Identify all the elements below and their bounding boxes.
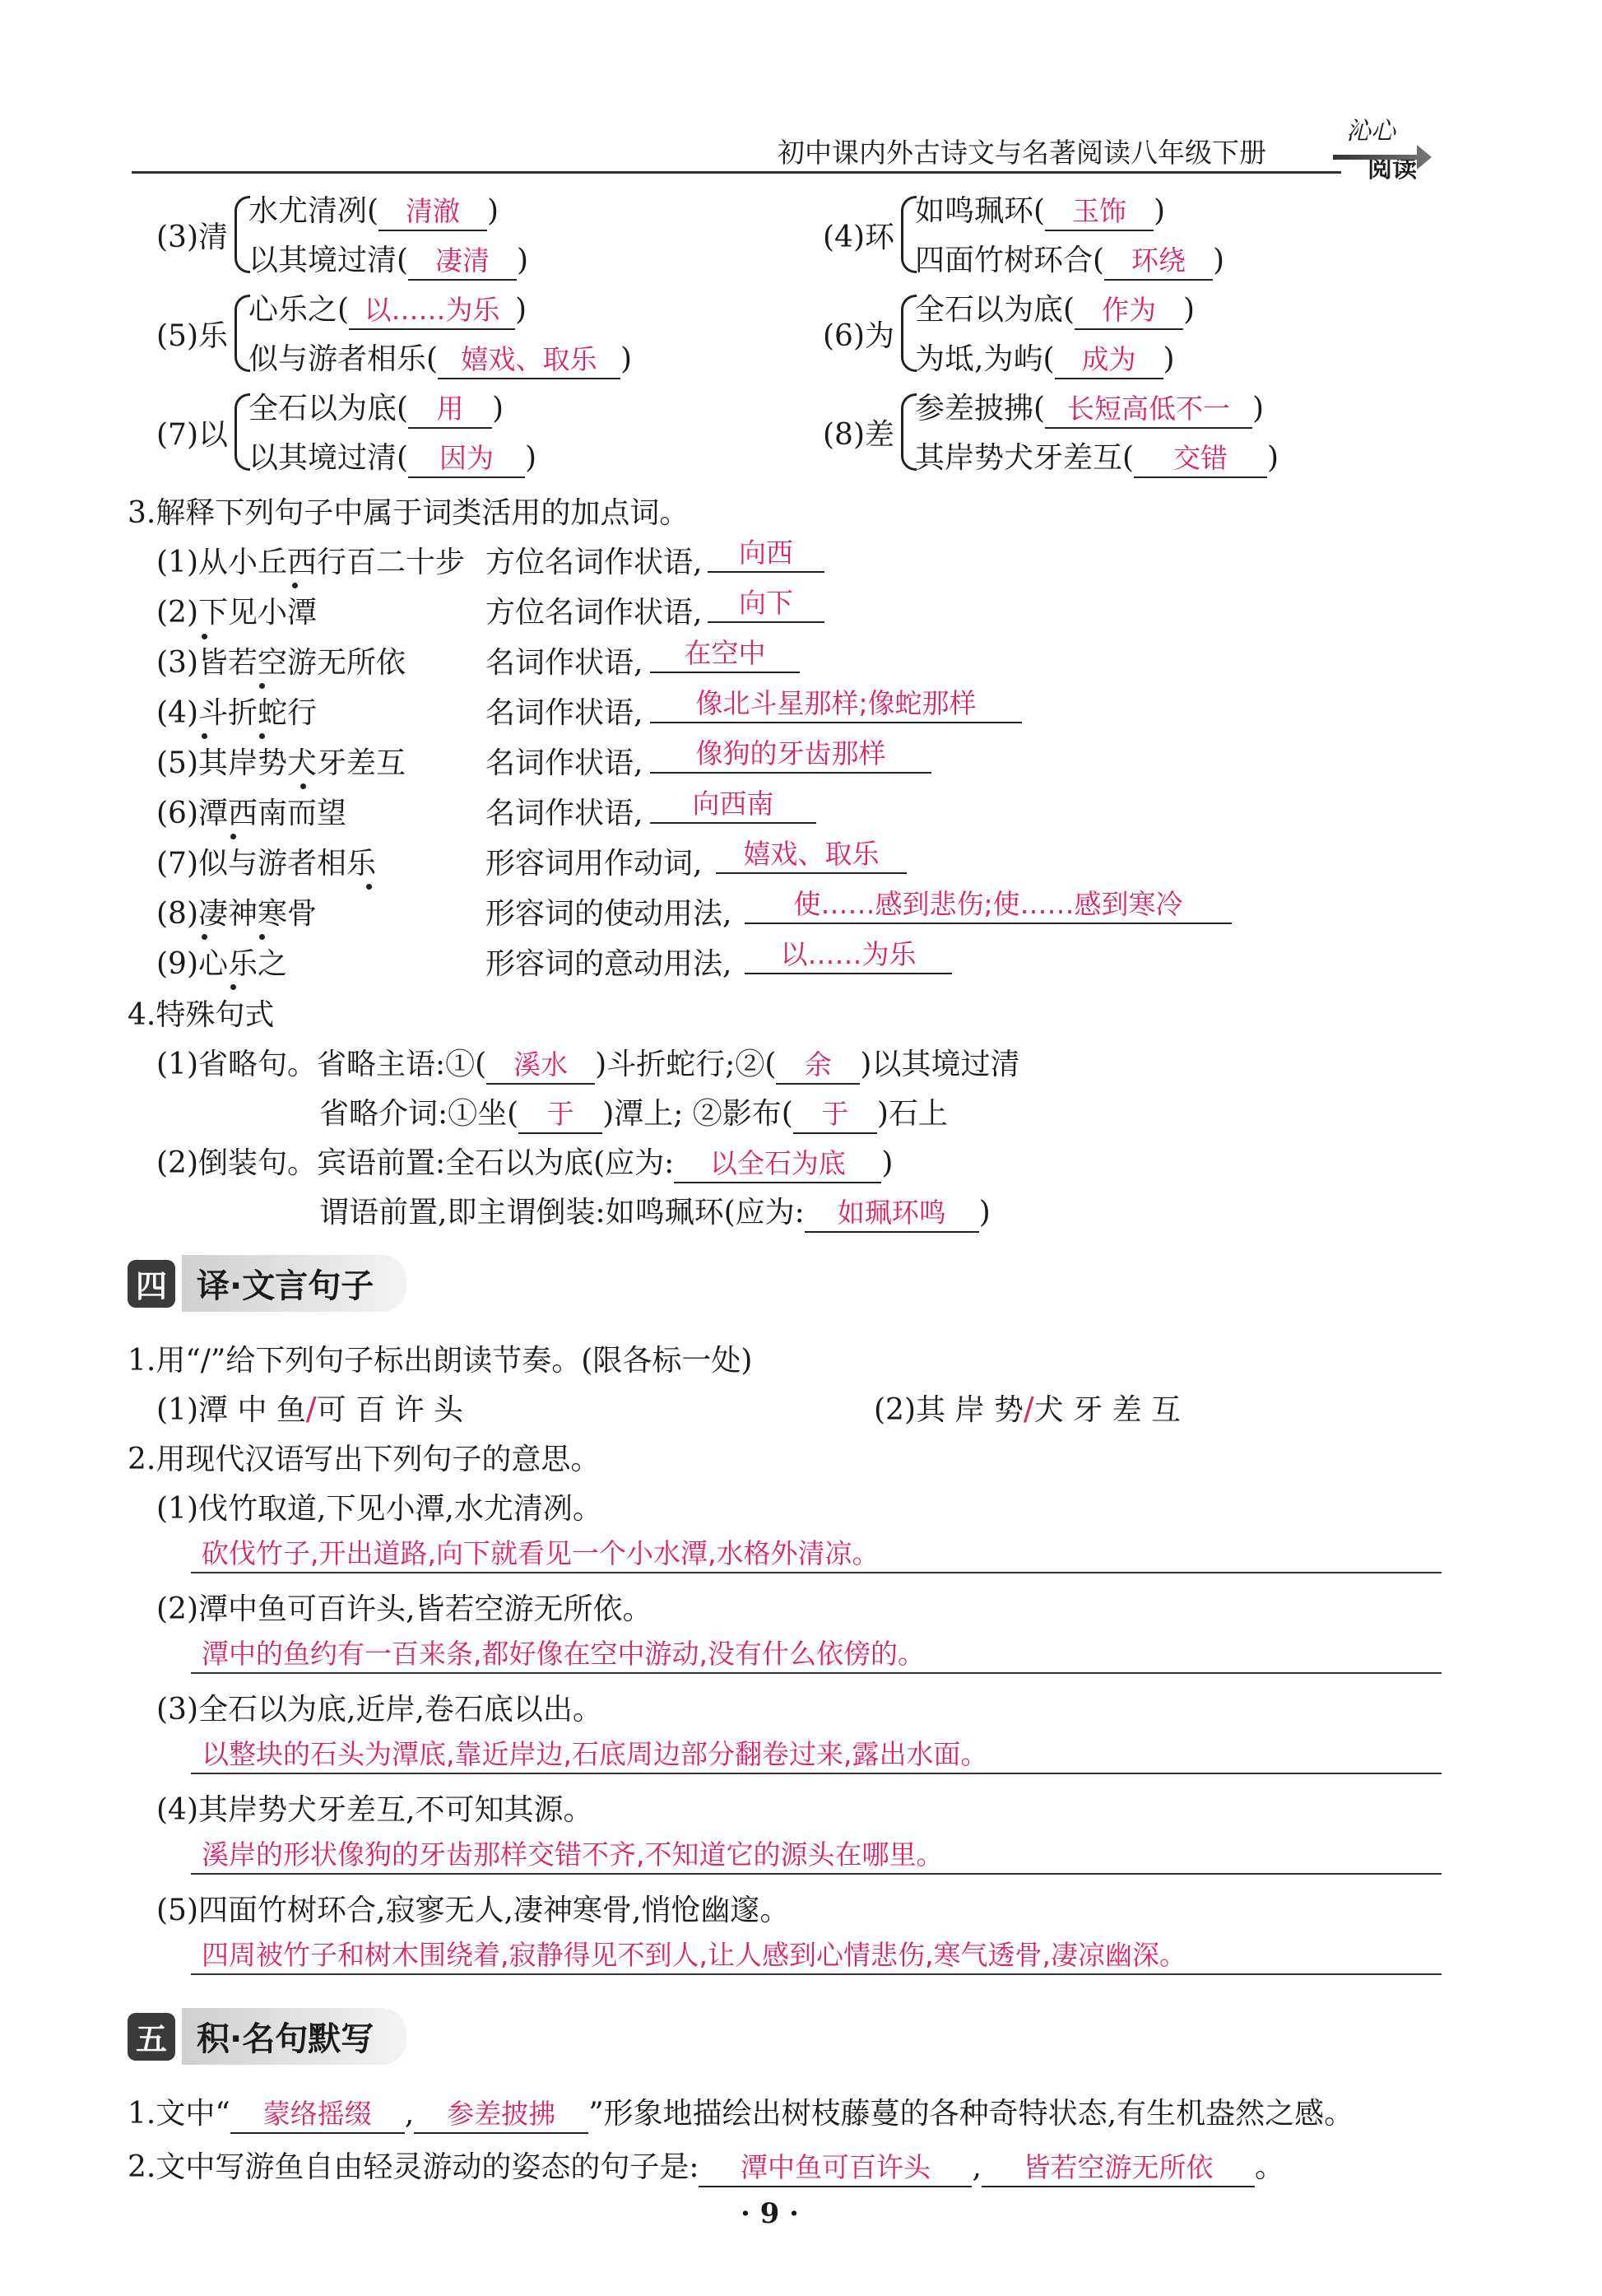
translation-question: (3)全石以为底,近岸,卷石底以出。 xyxy=(156,1693,602,1727)
answer-blank: 潭中鱼可百许头 xyxy=(699,2150,972,2187)
answer-line xyxy=(191,1873,1442,1875)
translation-answer: 溪岸的形状像狗的牙齿那样交错不齐,不知道它的源头在哪里。 xyxy=(202,1838,944,1871)
section-4-header xyxy=(128,1255,406,1312)
translation-answer: 潭中的鱼约有一百来条,都好像在空中游动,没有什么依傍的。 xyxy=(202,1638,925,1670)
answer-blank: 清澈 xyxy=(378,193,487,231)
answer-blank: 参差披拂 xyxy=(414,2096,588,2134)
q3-sentence: (6)潭西南而望 xyxy=(156,797,346,830)
emphasis-dot xyxy=(259,934,265,940)
q3-type: 名词作状语, xyxy=(485,797,643,830)
section-title: 积·名句默写 xyxy=(182,2008,406,2065)
emphasis-dot xyxy=(366,884,372,890)
group-line: 四面竹树环合( 环绕 ) xyxy=(915,237,1224,281)
emphasis-dot xyxy=(202,934,207,940)
answer-line xyxy=(191,1973,1442,1975)
answer-blank: 长短高低不一 xyxy=(1045,391,1252,429)
s5-q1: 1.文中“ 蒙络摇缀 , 参差披拂 ”形象地描绘出树枝藤蔓的各种奇特状态,有生机盎然之感。 xyxy=(128,2090,1354,2134)
answer-blank: 以……为乐 xyxy=(745,937,952,974)
answer-line xyxy=(191,1672,1442,1674)
q3-sentence: (3)皆若空游无所依 xyxy=(156,646,406,680)
emphasis-dot xyxy=(300,783,306,789)
emphasis-dot xyxy=(230,984,236,990)
translation-answer: 以整块的石头为潭底,靠近岸边,石底周边部分翻卷过来,露出水面。 xyxy=(202,1738,988,1770)
translation-question: (1)伐竹取道,下见小潭,水尤清冽。 xyxy=(156,1492,602,1526)
section-number: 四 xyxy=(128,1260,175,1308)
emphasis-dot xyxy=(259,683,265,689)
answer-blank: 溪水 xyxy=(486,1047,595,1085)
answer-blank: 使……感到悲伤;使……感到寒冷 xyxy=(745,886,1232,924)
q4-line2: 省略介词:①坐( 于 )潭上; ②影布( 于 )石上 xyxy=(319,1090,948,1134)
answer-blank: 像北斗星那样;像蛇那样 xyxy=(650,686,1022,723)
q4-line4: 谓语前置,即主谓倒装:如鸣珮环(应为: 如珮环鸣 ) xyxy=(319,1189,991,1233)
translation-question: (2)潭中鱼可百许头,皆若空游无所依。 xyxy=(156,1592,652,1626)
translation-answer: 砍伐竹子,开出道路,向下就看见一个小水潭,水格外清凉。 xyxy=(202,1537,880,1569)
group-label: (5)乐 xyxy=(156,319,228,353)
translation-question: (5)四面竹树环合,寂寥无人,凄神寒骨,悄怆幽邃。 xyxy=(156,1894,790,1927)
emphasis-dot xyxy=(259,733,265,739)
s4q1-item-b: (2)其 岸 势/犬 牙 差 互 xyxy=(874,1391,1182,1427)
answer-blank: 于 xyxy=(518,1096,602,1134)
answer-blank: 凄清 xyxy=(408,243,517,281)
q3-sentence: (9)心乐之 xyxy=(156,947,287,981)
answer-blank: 以全石为底 xyxy=(674,1146,881,1183)
group-line: 水尤清冽( 清澈 ) xyxy=(248,188,499,231)
q3-type: 名词作状语, xyxy=(485,646,643,680)
answer-blank: 环绕 xyxy=(1104,243,1213,281)
answer-line xyxy=(191,1773,1442,1774)
answer-blank: 如珮环鸣 xyxy=(805,1195,979,1233)
q3-type: 名词作状语, xyxy=(485,746,643,780)
answer-blank: 用 xyxy=(408,391,492,429)
header-brand-top: 沁心 xyxy=(1346,117,1395,146)
answer-line xyxy=(191,1572,1442,1573)
group-label: (4)环 xyxy=(823,221,894,254)
section-5-header xyxy=(128,2008,406,2065)
answer-blank: 蒙络摇缀 xyxy=(230,2096,405,2134)
answer-blank: 嬉戏、取乐 xyxy=(716,836,907,874)
answer-blank: 嬉戏、取乐 xyxy=(438,342,620,379)
section-title: 译·文言句子 xyxy=(182,1255,406,1312)
group-line: 如鸣珮环( 玉饰 ) xyxy=(915,188,1165,231)
answer-blank: 向下 xyxy=(708,585,824,623)
s4q1-title: 1.用“/”给下列句子标出朗读节奏。(限各标一处) xyxy=(128,1344,753,1378)
answer-blank: 于 xyxy=(793,1096,877,1134)
answer-blank: 交错 xyxy=(1134,440,1267,478)
group-label: (7)以 xyxy=(156,418,228,452)
q3-type: 方位名词作状语, xyxy=(485,596,703,630)
group-line: 其岸势犬牙差互( 交错 ) xyxy=(915,435,1279,478)
group-line: 为坻,为屿( 成为 ) xyxy=(915,336,1175,379)
q3-sentence: (5)其岸势犬牙差互 xyxy=(156,746,406,780)
q3-sentence: (1)从小丘西行百二十步 xyxy=(156,546,465,579)
answer-blank: 余 xyxy=(776,1047,860,1085)
answer-blank: 向西 xyxy=(708,535,824,573)
emphasis-dot xyxy=(202,733,207,739)
group-line: 以其境过清( 因为 ) xyxy=(248,435,536,478)
group-label: (8)差 xyxy=(823,418,894,452)
s4q2-title: 2.用现代汉语写出下列句子的意思。 xyxy=(128,1443,601,1476)
group-label: (3)清 xyxy=(156,221,228,254)
q3-type: 形容词的使动用法, xyxy=(485,897,732,931)
group-line: 以其境过清( 凄清 ) xyxy=(248,237,528,281)
q3-sentence: (8)凄神寒骨 xyxy=(156,897,317,931)
answer-blank: 作为 xyxy=(1075,292,1183,330)
answer-blank: 在空中 xyxy=(650,635,800,673)
group-line: 全石以为底( 作为 ) xyxy=(915,286,1195,330)
q3-type: 方位名词作状语, xyxy=(485,546,703,579)
group-line: 心乐之( 以……为乐 ) xyxy=(248,286,527,330)
s5-q2: 2.文中写游鱼自由轻灵游动的姿态的句子是: 潭中鱼可百许头 , 皆若空游无所依 。 xyxy=(128,2144,1284,2187)
section-number: 五 xyxy=(128,2013,175,2061)
emphasis-dot xyxy=(292,583,298,588)
answer-blank: 因为 xyxy=(408,440,525,478)
translation-question: (4)其岸势犬牙差互,不可知其源。 xyxy=(156,1793,593,1827)
q3-sentence: (2)下见小潭 xyxy=(156,596,317,630)
q3-type: 形容词的意动用法, xyxy=(485,947,732,981)
answer-blank: 成为 xyxy=(1055,342,1163,379)
answer-blank: 像狗的牙齿那样 xyxy=(650,736,931,774)
q3-type: 形容词用作动词, xyxy=(485,847,703,881)
group-line: 全石以为底( 用 ) xyxy=(248,385,504,429)
group-line: 参差披拂( 长短高低不一 ) xyxy=(915,385,1264,429)
answer-blank: 皆若空游无所依 xyxy=(982,2150,1255,2187)
rhythm-slash: / xyxy=(305,1391,317,1427)
q3-title: 3.解释下列句子中属于词类活用的加点词。 xyxy=(128,496,690,530)
q3-sentence: (7)似与游者相乐 xyxy=(156,847,376,881)
answer-blank: 以……为乐 xyxy=(349,292,515,330)
translation-answer: 四周被竹子和树木围绕着,寂静得见不到人,让人感到心情悲伤,寒气透骨,凄凉幽深。 xyxy=(202,1939,1186,1971)
q4-line3: (2)倒装句。宾语前置:全石以为底(应为: 以全石为底 ) xyxy=(156,1140,893,1183)
q3-sentence: (4)斗折蛇行 xyxy=(156,696,317,730)
group-label: (6)为 xyxy=(823,319,894,353)
emphasis-dot xyxy=(202,634,207,639)
answer-blank: 玉饰 xyxy=(1045,193,1154,231)
page-number: · 9 · xyxy=(741,2197,800,2230)
emphasis-dot xyxy=(230,834,236,839)
header-title: 初中课内外古诗文与名著阅读八年级下册 xyxy=(778,137,1266,169)
answer-blank: 向西南 xyxy=(650,786,816,824)
q4-line1: (1)省略句。省略主语:①( 溪水 )斗折蛇行;②( 余 )以其境过清 xyxy=(156,1041,1019,1085)
rhythm-slash: / xyxy=(1023,1391,1034,1427)
q4-title: 4.特殊句式 xyxy=(128,998,275,1032)
group-line: 似与游者相乐( 嬉戏、取乐 ) xyxy=(248,336,632,379)
s4q1-item-a: (1)潭 中 鱼/可 百 许 头 xyxy=(156,1391,464,1427)
q3-type: 名词作状语, xyxy=(485,696,643,730)
header-rule xyxy=(132,171,1341,174)
header-brand-bottom: 阅读 xyxy=(1368,155,1417,184)
